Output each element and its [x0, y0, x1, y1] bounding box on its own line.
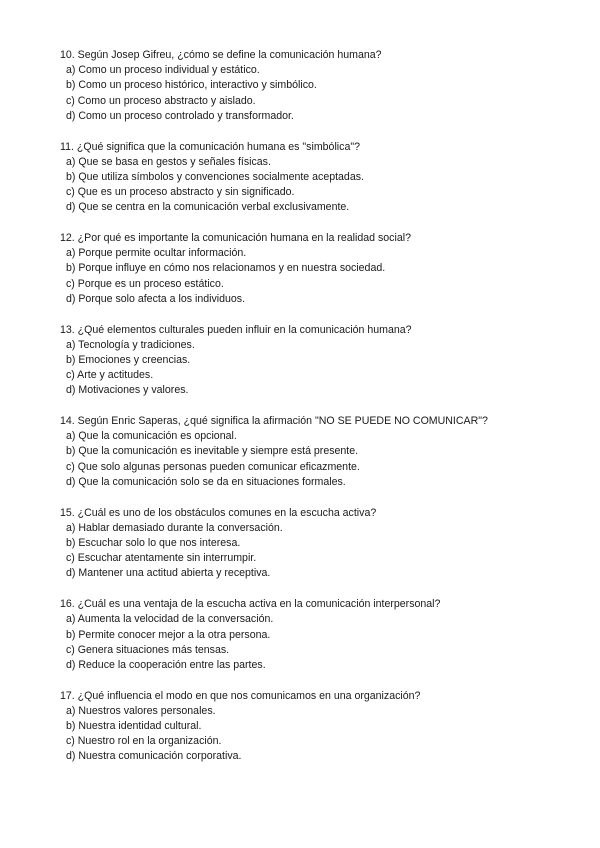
option-c: c) Arte y actitudes. — [66, 369, 154, 382]
option-list — [60, 429, 580, 490]
question-text: 16. ¿Cuál es una ventaja de la escucha activa en la comunicación interpersonal? — [60, 598, 441, 611]
option-list — [60, 155, 580, 216]
option-list — [60, 338, 580, 399]
option-b: b) Nuestra identidad cultural. — [66, 720, 202, 733]
option-c: c) Porque es un proceso estático. — [66, 277, 224, 290]
option-list — [60, 521, 580, 582]
option-a: a) Hablar demasiado durante la conversación. — [66, 521, 283, 534]
option-a: a) Que la comunicación es opcional. — [66, 430, 237, 443]
question-10 — [60, 48, 580, 124]
quiz-page — [60, 48, 580, 780]
option-d: d) Nuestra comunicación corporativa. — [66, 750, 242, 763]
question-12 — [60, 231, 580, 307]
option-c: c) Escuchar atentamente sin interrumpir. — [66, 552, 257, 565]
option-list — [60, 246, 580, 307]
option-d: d) Que la comunicación solo se da en situaciones formales. — [66, 475, 346, 488]
option-d: d) Reduce la cooperación entre las partes. — [66, 658, 266, 671]
option-c: c) Como un proceso abstracto y aislado. — [66, 94, 256, 107]
option-d: d) Como un proceso controlado y transformador. — [66, 109, 294, 122]
option-list — [60, 612, 580, 673]
question-text: 13. ¿Qué elementos culturales pueden influir en la comunicación humana? — [60, 323, 412, 336]
question-17 — [60, 689, 580, 765]
question-13 — [60, 323, 580, 399]
option-a: a) Nuestros valores personales. — [66, 704, 216, 717]
option-c: c) Que solo algunas personas pueden comunicar eficazmente. — [66, 460, 360, 473]
option-b: b) Porque influye en cómo nos relacionamos y en nuestra sociedad. — [66, 262, 386, 275]
option-b: b) Permite conocer mejor a la otra persona. — [66, 628, 271, 641]
question-text: 12. ¿Por qué es importante la comunicación humana en la realidad social? — [60, 232, 411, 245]
option-d: d) Que se centra en la comunicación verbal exclusivamente. — [66, 201, 350, 214]
option-list — [60, 704, 580, 765]
question-16 — [60, 597, 580, 673]
option-c: c) Genera situaciones más tensas. — [66, 643, 230, 656]
question-14 — [60, 414, 580, 490]
question-15 — [60, 506, 580, 582]
option-b: b) Emociones y creencias. — [66, 353, 191, 366]
option-a: a) Que se basa en gestos y señales físicas. — [66, 155, 271, 168]
option-d: d) Mantener una actitud abierta y receptiva. — [66, 567, 271, 580]
option-a: a) Aumenta la velocidad de la conversación. — [66, 613, 274, 626]
option-a: a) Como un proceso individual y estático. — [66, 64, 260, 77]
option-a: a) Tecnología y tradiciones. — [66, 338, 195, 351]
option-d: d) Motivaciones y valores. — [66, 384, 189, 397]
option-b: b) Como un proceso histórico, interactivo y simbólico. — [66, 79, 317, 92]
question-text: 10. Según Josep Gifreu, ¿cómo se define la comunicación humana? — [60, 49, 382, 61]
question-text: 15. ¿Cuál es uno de los obstáculos comunes en la escucha activa? — [60, 506, 377, 519]
question-text: 14. Según Enric Saperas, ¿qué significa la afirmación "NO SE PUEDE NO COMUNICAR"? — [60, 415, 488, 428]
option-a: a) Porque permite ocultar información. — [66, 247, 247, 260]
option-b: b) Que utiliza símbolos y convenciones socialmente aceptadas. — [66, 170, 364, 183]
option-b: b) Que la comunicación es inevitable y siempre está presente. — [66, 445, 359, 458]
option-list — [60, 63, 580, 124]
question-text: 17. ¿Qué influencia el modo en que nos comunicamos en una organización? — [60, 689, 421, 702]
question-11 — [60, 140, 580, 216]
question-text: 11. ¿Qué significa que la comunicación humana es "simbólica"? — [60, 140, 360, 153]
option-d: d) Porque solo afecta a los individuos. — [66, 292, 246, 305]
option-c: c) Nuestro rol en la organización. — [66, 735, 222, 748]
option-b: b) Escuchar solo lo que nos interesa. — [66, 536, 241, 549]
option-c: c) Que es un proceso abstracto y sin significado. — [66, 186, 295, 199]
